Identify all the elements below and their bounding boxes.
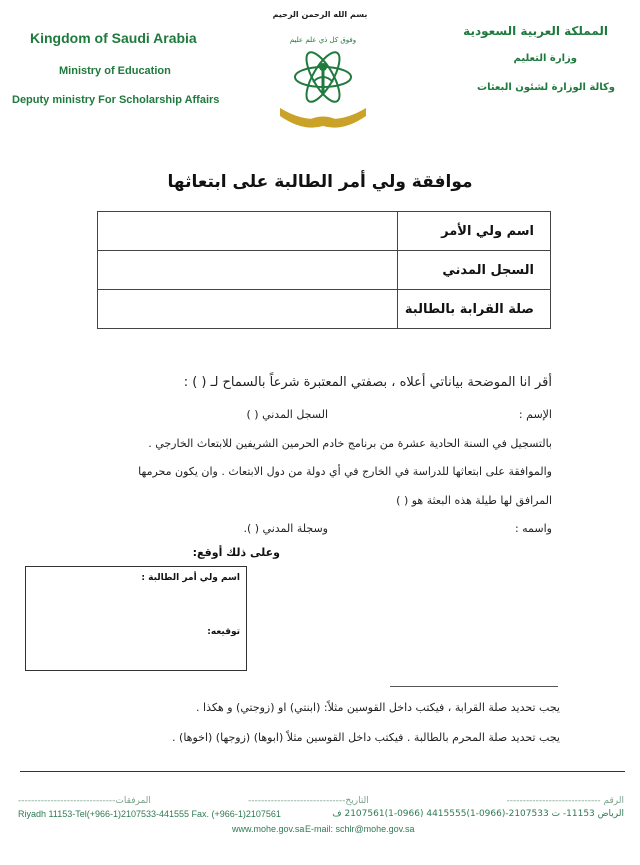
header-ar-ministry: وزارة التعليم [513,53,577,64]
sign-intro: وعلى ذلك أوقع: [192,546,280,559]
escort-name-label: واسمه : [514,522,552,535]
guardian-name-field[interactable] [98,212,398,251]
logo-motto: وفوق كل ذي علم عليم [289,36,357,44]
student-civil-label: السجل المدني ( ) [246,408,328,421]
table-row [98,212,551,251]
relation-label: صلة القرابة بالطالبة [398,290,551,329]
signature-label: توقيعه: [207,627,240,637]
header-ar-deputy: وكالة الوزارة لشئون البعثات [477,82,615,93]
footer-contact-ar: الرياض 11153- ت 2107533-(0966-1)4415555 (0966-1)2107561 ف [332,809,624,819]
table-row [98,251,551,290]
footer-date: التاريخ------------------------------ [248,796,369,806]
header-en-deputy: Deputy ministry For Scholarship Affairs [12,94,220,106]
ministry-logo-icon [268,22,378,138]
student-name-label: الإسم : [518,408,552,421]
header-en-ministry: Ministry of Education [59,65,171,77]
header-ar-kingdom: المملكة العربية السعودية [463,24,608,38]
basmala: بسم الله الرحمن الرحيم [272,10,368,19]
declaration-line-4: والموافقة على ابتعاثها للدراسة في الخارج في أي دولة من دول الابتعاث . وان يكون محرمها [138,465,552,478]
escort-civil-label: وسجلة المدني ( ). [243,522,328,535]
footer-contact-en: Riyadh 11153-Tel(+966-1)2107533-441555 Fax. (+966-1)2107561 [18,809,281,819]
signature-box[interactable] [25,566,247,671]
notes-divider [390,686,558,687]
guardian-name-label: اسم ولي الأمر [398,212,551,251]
footer-website[interactable]: www.mohe.gov.sa [232,824,305,834]
declaration-line-1: أقر انا الموضحة بياناتي أعلاه ، بصفتي المعتبرة شرعاً بالسماح لـ ( ) : [183,375,552,390]
footer-email[interactable]: E-mail: schlr@mohe.gov.sa [305,824,415,834]
note-1: يجب تحديد صلة القرابة ، فيكتب داخل القوسين مثلاً: (ابنتي) او (زوجتي) و هكذا . [196,701,560,714]
table-row [98,290,551,329]
guardian-info-table [97,211,551,329]
note-2: يجب تحديد صلة المحرم بالطالبة . فيكتب داخل القوسين مثلاً (ابوها) (زوجها) (اخوها) . [172,731,560,744]
guardian-name-sign-label: اسم ولي أمر الطالبة : [141,573,240,583]
declaration-line-3: بالتسجيل في السنة الحادية عشرة من برنامج خادم الحرمين الشريفين للابتعاث الخارجي . [148,437,552,450]
header-en-kingdom: Kingdom of Saudi Arabia [30,30,197,46]
footer-ref: الرقم ----------------------------- [506,796,624,806]
ministry-logo [268,22,378,138]
footer-attachments: المرفقات------------------------------ [18,796,151,806]
civil-record-label: السجل المدني [398,251,551,290]
declaration-line-5: المرافق لها طيلة هذه البعثة هو ( ) [396,494,552,507]
form-title: موافقة ولي أمر الطالبة على ابتعاثها [167,172,473,192]
footer-divider [20,771,625,772]
civil-record-field[interactable] [98,251,398,290]
relation-field[interactable] [98,290,398,329]
